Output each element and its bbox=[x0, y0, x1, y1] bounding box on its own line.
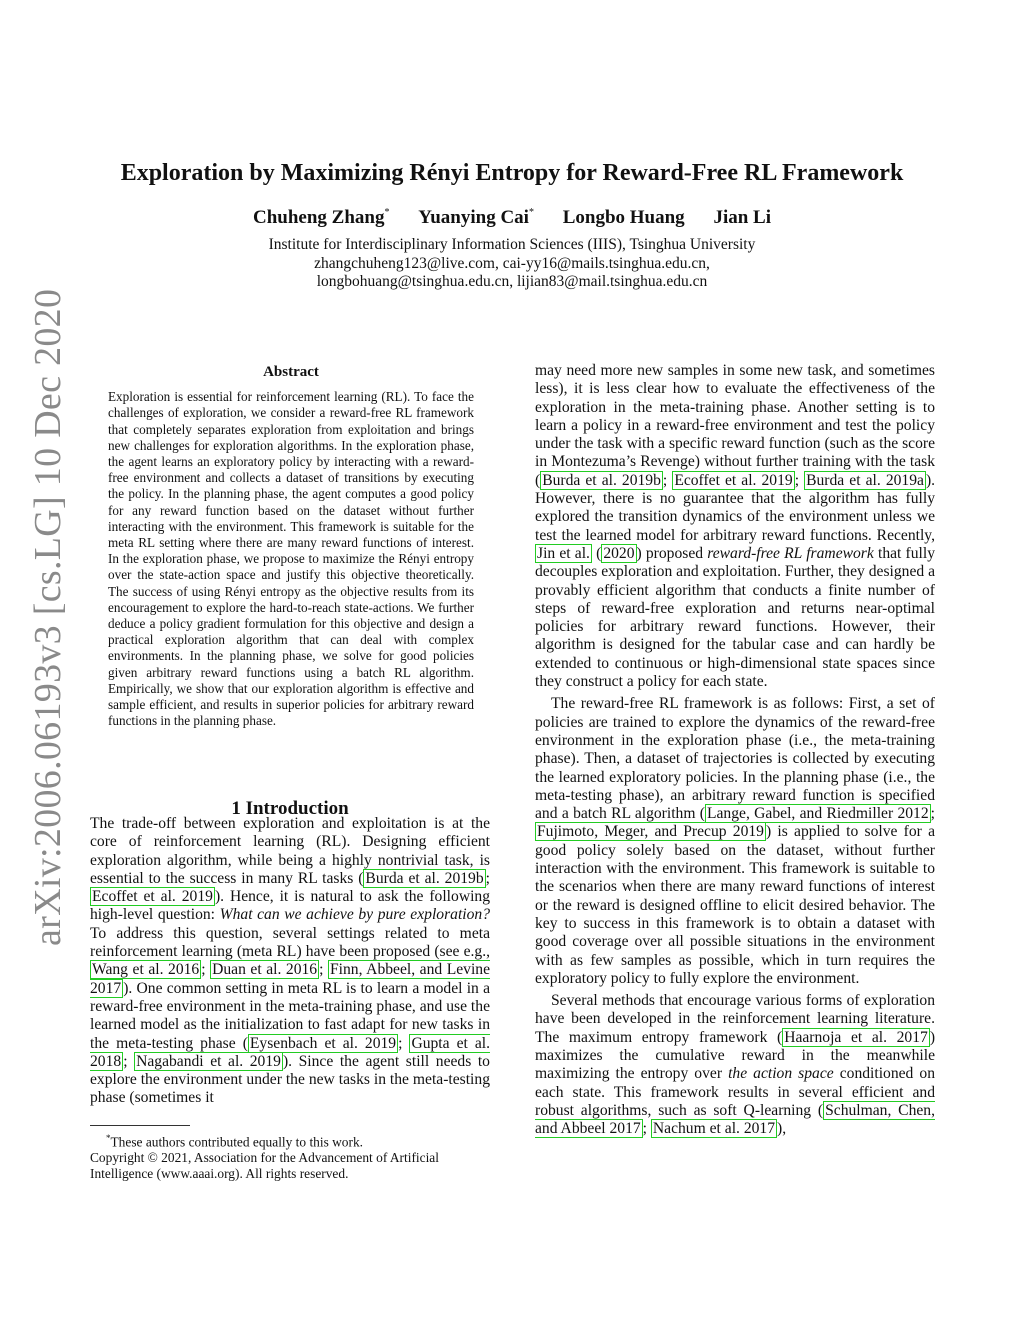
right-paragraph-1: may need more new samples in some new task, and sometimes less), it is less clear how to evaluate the effectiveness of the exploration in the meta-training phase. Another setting is to learn a policy in a reward-free environment and test the policy under the task with a specific reward function (such as the score in Montezuma’s Revenge) without further training with the task ( Burda et al. 2019b ; Ecoffet et al. 2019 ; Burda et al. 2019a ). However, there is no guarantee that the algorithm has fully explored the transition dynamics of the environment unless we test the learned model for arbitrary reward functions. Recently, Jin et al. ( 2020 ) proposed reward-free RL framework that fully decouples exploration and exploitation. Further, they designed a provably efficient algorithm that conducts a finite number of steps of reward-free exploration and returns near-optimal policies for arbitrary reward functions. However, their algorithm is designed for the tabular case and can hardly be extended to continuous or high-dimensional state spaces since they construct a policy for each state. bbox=[535, 362, 936, 691]
citation-link[interactable]: Haarnoja et al. 2017 bbox=[784, 1028, 928, 1046]
author-4: Jian Li bbox=[713, 207, 771, 228]
affiliation-block bbox=[0, 236, 1024, 292]
citation-link[interactable]: 2020 bbox=[603, 544, 635, 562]
author-3: Longbo Huang bbox=[562, 207, 685, 228]
arxiv-identifier-watermark bbox=[18, 288, 69, 950]
citation-link[interactable]: Eysenbach et al. 2019 bbox=[249, 1034, 397, 1052]
abstract-text: Exploration is essential for reinforcement learning (RL). To face the challenges of exploration, we consider a reward-free RL framework that completely separates exploration from exploitation and brings new challenges for exploration algorithms. In the exploration phase, the agent learns an exploratory policy by interacting with a reward-free environment and collects a dataset of transitions by executing the policy. In the planning phase, the agent computes a good policy for any reward function based on the dataset without further interacting with the environment. This framework is suitable for the meta RL setting where there are many reward functions of interest. In the exploration phase, we propose to maximize the Rényi entropy over the state-action space and justify this objective theoretically. The success of using Rényi entropy as the objective results from its encouragement to explore the hard-to-reach state-actions. We further deduce a policy gradient formulation for this objective and design a practical exploration algorithm that can deal with complex environments. In the planning phase, we solve for good policies given arbitrary reward functions using a batch RL algorithm. Empirically, we show that our exploration algorithm is effective and sample efficient, and results in superior policies for arbitrary reward functions in the planning phase. bbox=[108, 389, 474, 729]
citation-link[interactable]: Ecoffet et al. 2019 bbox=[674, 471, 793, 489]
right-column-body bbox=[535, 362, 935, 1138]
citation-link[interactable]: Lange, Gabel, and Riedmiller 2012 bbox=[706, 805, 929, 823]
author-1: Chuheng Zhang* bbox=[253, 207, 390, 228]
affiliation: Institute for Interdisciplinary Information Sciences (IIIS), Tsinghua University bbox=[268, 236, 756, 253]
intro-paragraph-1: The trade-off between exploration and exploitation is at the core of reinforcement learning (RL). Designing efficient exploration algorithm, while being a highly nontrivial task, is essential to the success in many RL tasks ( Burda et al. 2019b ; Ecoffet et al. 2019 ). Hence, it is natural to ask the following high-level question: What can we achieve by pure exploration? To address this question, several settings related to meta reinforcement learning (meta RL) have been proposed (see e.g., Wang et al. 2016 ; Duan et al. 2016 ; Finn, Abbeel, and Levine 2017 ). One common setting in meta RL is to learn a model in a reward-free environment in the meta-training phase, and use the learned model as the initialization to fast adapt for new tasks in the meta-testing phase ( Eysenbach et al. 2019 ; Gupta et al. 2018 ; Nagabandi et al. 2019 ). Since the agent still needs to explore the environment under the new tasks in the meta-testing phase (sometimes it bbox=[90, 815, 491, 1107]
arxiv-id-text: arXiv:2006.06193v3 [cs.LG] 10 Dec 2020 bbox=[27, 288, 69, 946]
footnote-block bbox=[90, 1130, 490, 1182]
paper-title: Exploration by Maximizing Rényi Entropy for Reward-Free RL Framework bbox=[120, 160, 904, 186]
citation-link[interactable]: Burda et al. 2019a bbox=[806, 471, 924, 489]
abstract bbox=[108, 364, 474, 729]
footnote-divider bbox=[90, 1125, 190, 1126]
emails-line-2: longbohuang@tsinghua.edu.cn, lijian83@mail.tsinghua.edu.cn bbox=[316, 273, 708, 290]
abstract-heading: Abstract bbox=[263, 364, 319, 380]
section-heading-introduction: 1 Introduction bbox=[231, 798, 349, 819]
right-paragraph-3: Several methods that encourage various forms of exploration have been developed in the reinforcement learning literature. The maximum entropy framework ( Haarnoja et al. 2017 ) maximizes the cumulative reward in the meanwhile maximizing the entropy over the action space conditioned on each state. This framework results in several efficient and robust algorithms, such as soft Q-learning ( Schulman, Chen, and Abbeel 2017 ; Nachum et al. 2017 ), bbox=[535, 992, 936, 1138]
citation-link[interactable]: Ecoffet et al. 2019 bbox=[92, 888, 213, 906]
copyright-notice: Copyright © 2021, Association for the Advancement of Artificial Intelligence (www.aaai.org). All rights reserved. bbox=[90, 1150, 439, 1182]
citation-link[interactable]: Burda et al. 2019b bbox=[542, 471, 661, 489]
citation-link[interactable]: Duan et al. 2016 bbox=[212, 961, 318, 979]
citation-link[interactable]: Finn, Abbeel, and Levine 2017 bbox=[90, 961, 491, 997]
citation-link[interactable]: Burda et al. 2019b bbox=[365, 869, 484, 887]
citation-link[interactable]: Fujimoto, Meger, and Precup 2019 bbox=[537, 823, 764, 841]
citation-link[interactable]: Gupta et al. 2018 bbox=[90, 1034, 491, 1070]
author-2: Yuanying Cai* bbox=[418, 207, 534, 228]
citation-link[interactable]: Wang et al. 2016 bbox=[92, 961, 200, 979]
left-column-body bbox=[90, 815, 490, 1108]
right-paragraph-2: The reward-free RL framework is as follows: First, a set of policies are trained to explore the dynamics of the reward-free environment in the exploration phase (i.e., the meta-training phase). Then, a dataset of trajectories is collected by executing the learned exploratory policies. In the planning phase (i.e., the meta-testing phase), an arbitrary reward function is specified and a batch RL algorithm ( Lange, Gabel, and Riedmiller 2012 ; Fujimoto, Meger, and Precup 2019 ) is applied to solve for a good policy solely based on the dataset, without further interaction with the environment. This framework is suitable to the scenarios when there are many reward functions of interest or the reward is designed offline to elicit desired behavior. The key to success in this framework is to obtain a dataset with good coverage over all possible situations in the environment with as few samples as possible, which in turn requires the exploratory policy to fully explore the environment. bbox=[535, 695, 935, 987]
footnote-equal-contribution: *These authors contributed equally to this work. bbox=[106, 1133, 364, 1150]
citation-link[interactable]: Nagabandi et al. 2019 bbox=[136, 1052, 281, 1070]
citation-link[interactable]: Schulman, Chen, and Abbeel 2017 bbox=[535, 1101, 935, 1138]
emails-line-1: zhangchuheng123@live.com, cai-yy16@mails.tsinghua.edu.cn, bbox=[314, 254, 710, 272]
citation-link[interactable]: Nachum et al. 2017 bbox=[652, 1120, 776, 1138]
author-list bbox=[0, 207, 1024, 229]
citation-link[interactable]: Jin et al. bbox=[537, 544, 590, 562]
